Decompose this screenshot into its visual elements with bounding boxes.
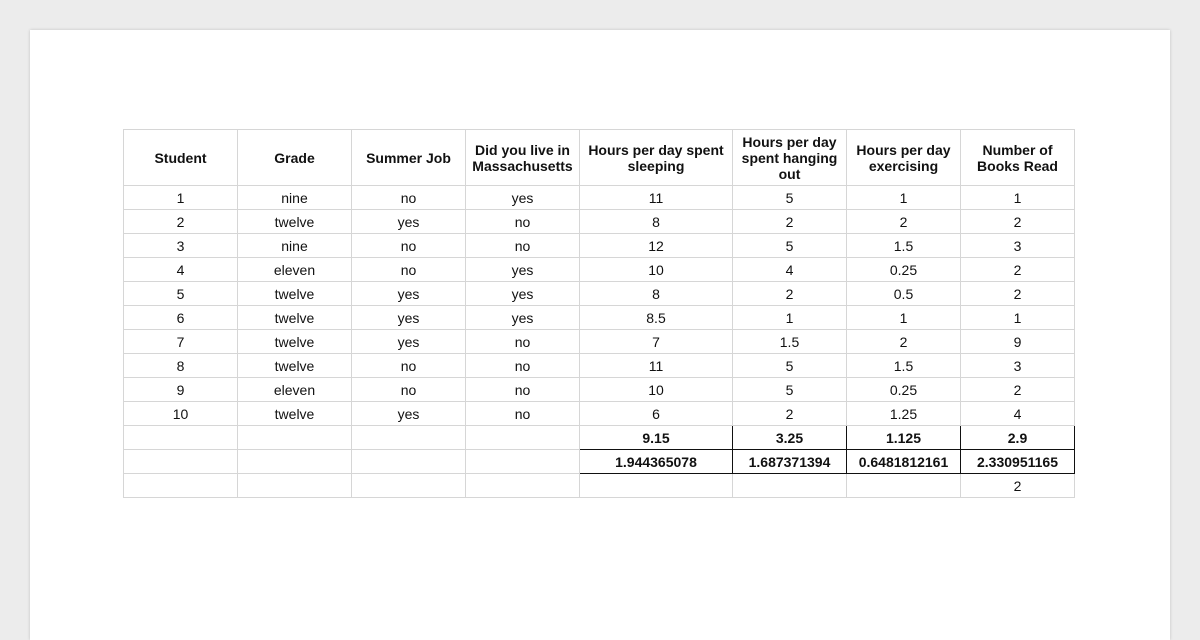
table-cell[interactable]: 1 xyxy=(733,306,847,330)
table-cell[interactable]: no xyxy=(466,402,580,426)
table-cell[interactable]: 3 xyxy=(961,234,1075,258)
table-cell[interactable]: 11 xyxy=(580,354,733,378)
table-row xyxy=(124,186,1075,210)
table-cell[interactable]: 12 xyxy=(580,234,733,258)
table-cell[interactable]: 9 xyxy=(961,330,1075,354)
table-row xyxy=(124,258,1075,282)
header-exercising[interactable]: Hours per day exercising xyxy=(847,130,961,186)
table-cell[interactable]: no xyxy=(466,234,580,258)
table-cell[interactable] xyxy=(124,426,238,450)
table-cell[interactable]: 5 xyxy=(124,282,238,306)
table-cell[interactable]: yes xyxy=(352,330,466,354)
mean-sleeping[interactable]: 9.15 xyxy=(580,426,733,450)
table-cell[interactable]: 2 xyxy=(733,282,847,306)
table-cell[interactable]: 5 xyxy=(733,354,847,378)
table-cell[interactable]: 11 xyxy=(580,186,733,210)
table-row xyxy=(124,402,1075,426)
std-dev-exercising[interactable]: 0.6481812161 xyxy=(847,450,961,474)
table-row xyxy=(124,330,1075,354)
table-cell[interactable]: eleven xyxy=(238,378,352,402)
mean-exercising[interactable]: 1.125 xyxy=(847,426,961,450)
table-cell[interactable] xyxy=(238,474,352,498)
header-hanging-out[interactable]: Hours per day spent hanging out xyxy=(733,130,847,186)
data-table xyxy=(123,129,1075,498)
table-cell[interactable]: yes xyxy=(466,258,580,282)
table-cell[interactable]: 2 xyxy=(961,258,1075,282)
table-cell[interactable]: 4 xyxy=(733,258,847,282)
table-cell[interactable] xyxy=(847,474,961,498)
table-cell[interactable]: 1.5 xyxy=(847,234,961,258)
table-cell[interactable]: 2 xyxy=(847,210,961,234)
table-cell[interactable]: no xyxy=(466,354,580,378)
table-cell[interactable] xyxy=(124,474,238,498)
table-cell[interactable]: 2 xyxy=(847,330,961,354)
table-cell[interactable]: no xyxy=(352,378,466,402)
header-student[interactable]: Student xyxy=(124,130,238,186)
table-cell[interactable]: 1 xyxy=(961,186,1075,210)
table-cell[interactable] xyxy=(466,426,580,450)
table-cell[interactable]: twelve xyxy=(238,210,352,234)
table-cell[interactable]: 7 xyxy=(124,330,238,354)
table-cell[interactable]: 10 xyxy=(580,378,733,402)
table-cell[interactable]: yes xyxy=(466,186,580,210)
table-cell[interactable] xyxy=(466,450,580,474)
table-cell[interactable]: 1 xyxy=(124,186,238,210)
table-cell[interactable]: 4 xyxy=(961,402,1075,426)
table-cell[interactable]: no xyxy=(466,330,580,354)
header-row xyxy=(124,130,1075,186)
table-cell[interactable]: nine xyxy=(238,234,352,258)
table-cell[interactable]: twelve xyxy=(238,306,352,330)
std-dev-books-read[interactable]: 2.330951165 xyxy=(961,450,1075,474)
header-grade[interactable]: Grade xyxy=(238,130,352,186)
table-cell[interactable] xyxy=(733,474,847,498)
table-cell[interactable]: no xyxy=(352,354,466,378)
table-cell[interactable]: 2 xyxy=(961,378,1075,402)
mean-row xyxy=(124,426,1075,450)
std-dev-hanging-out[interactable]: 1.687371394 xyxy=(733,450,847,474)
table-cell[interactable]: 10 xyxy=(580,258,733,282)
table-cell[interactable]: no xyxy=(352,258,466,282)
table-cell[interactable] xyxy=(352,474,466,498)
header-books-read[interactable]: Number of Books Read xyxy=(961,130,1075,186)
table-cell[interactable]: 2 xyxy=(733,210,847,234)
header-summer-job[interactable]: Summer Job xyxy=(352,130,466,186)
table-cell[interactable]: 0.25 xyxy=(847,258,961,282)
table-cell[interactable]: 1 xyxy=(961,306,1075,330)
table-cell[interactable]: 2 xyxy=(733,402,847,426)
table-cell[interactable]: 6 xyxy=(124,306,238,330)
table-cell[interactable]: 3 xyxy=(961,354,1075,378)
table-cell[interactable]: 0.25 xyxy=(847,378,961,402)
table-cell[interactable] xyxy=(124,450,238,474)
table-cell[interactable] xyxy=(580,474,733,498)
table-cell[interactable]: 8 xyxy=(124,354,238,378)
mean-hanging-out[interactable]: 3.25 xyxy=(733,426,847,450)
table-cell[interactable]: yes xyxy=(352,402,466,426)
table-cell[interactable] xyxy=(352,426,466,450)
table-cell[interactable]: 1 xyxy=(847,306,961,330)
table-cell[interactable]: eleven xyxy=(238,258,352,282)
table-cell[interactable] xyxy=(466,474,580,498)
table-cell[interactable]: 1 xyxy=(847,186,961,210)
spreadsheet-page xyxy=(30,30,1170,640)
table-cell[interactable]: twelve xyxy=(238,330,352,354)
std-dev-sleeping[interactable]: 1.944365078 xyxy=(580,450,733,474)
table-cell[interactable]: 0.5 xyxy=(847,282,961,306)
table-cell[interactable]: 5 xyxy=(733,234,847,258)
table-cell[interactable]: 4 xyxy=(124,258,238,282)
table-row xyxy=(124,354,1075,378)
std-dev-row xyxy=(124,450,1075,474)
table-cell[interactable]: yes xyxy=(466,306,580,330)
table-row xyxy=(124,306,1075,330)
table-cell[interactable]: no xyxy=(352,186,466,210)
extra-books-value[interactable]: 2 xyxy=(961,474,1075,498)
table-cell[interactable] xyxy=(352,450,466,474)
table-row xyxy=(124,282,1075,306)
table-cell[interactable]: 1.5 xyxy=(847,354,961,378)
table-cell[interactable]: no xyxy=(466,210,580,234)
table-cell[interactable] xyxy=(238,426,352,450)
table-cell[interactable]: no xyxy=(466,378,580,402)
header-massachusetts[interactable]: Did you live in Massachusetts xyxy=(466,130,580,186)
table-cell[interactable]: 2 xyxy=(124,210,238,234)
table-cell[interactable]: 8.5 xyxy=(580,306,733,330)
table-cell[interactable]: 3 xyxy=(124,234,238,258)
table-cell[interactable]: 5 xyxy=(733,378,847,402)
table-cell[interactable]: 5 xyxy=(733,186,847,210)
table-cell[interactable]: twelve xyxy=(238,354,352,378)
header-sleeping[interactable]: Hours per day spent sleeping xyxy=(580,130,733,186)
table-cell[interactable]: yes xyxy=(352,282,466,306)
table-cell[interactable]: 1.5 xyxy=(733,330,847,354)
table-row xyxy=(124,210,1075,234)
table-cell[interactable]: 9 xyxy=(124,378,238,402)
table-cell[interactable]: nine xyxy=(238,186,352,210)
table-cell[interactable]: 6 xyxy=(580,402,733,426)
table-cell[interactable]: 1.25 xyxy=(847,402,961,426)
table-cell[interactable] xyxy=(238,450,352,474)
extra-row xyxy=(124,474,1075,498)
mean-books-read[interactable]: 2.9 xyxy=(961,426,1075,450)
table-cell[interactable]: 8 xyxy=(580,282,733,306)
table-row xyxy=(124,234,1075,258)
table-cell[interactable]: no xyxy=(352,234,466,258)
table-cell[interactable]: yes xyxy=(466,282,580,306)
table-cell[interactable]: 7 xyxy=(580,330,733,354)
table-cell[interactable]: yes xyxy=(352,306,466,330)
table-cell[interactable]: 10 xyxy=(124,402,238,426)
table-cell[interactable]: twelve xyxy=(238,402,352,426)
table-cell[interactable]: yes xyxy=(352,210,466,234)
table-row xyxy=(124,378,1075,402)
table-cell[interactable]: 2 xyxy=(961,282,1075,306)
table-cell[interactable]: twelve xyxy=(238,282,352,306)
table-cell[interactable]: 2 xyxy=(961,210,1075,234)
table-cell[interactable]: 8 xyxy=(580,210,733,234)
